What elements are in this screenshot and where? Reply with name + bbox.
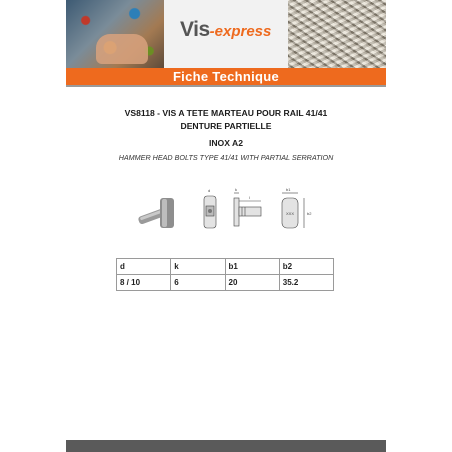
fiche-technique-page <box>66 0 386 452</box>
tools-photo <box>66 0 164 68</box>
table-cell: 6 <box>171 275 225 291</box>
header-divider <box>66 85 386 87</box>
dim-b2-label: b2 <box>307 211 312 216</box>
bolt-render <box>138 198 174 228</box>
screws-photo <box>288 0 386 68</box>
table-row <box>117 275 334 291</box>
table-cell: 35.2 <box>279 275 333 291</box>
product-titles <box>66 107 386 164</box>
table-cell: 8 / 10 <box>117 275 171 291</box>
vis-express-logo <box>180 18 271 42</box>
dim-k-label: k <box>235 187 237 192</box>
product-english-title: HAMMER HEAD BOLTS TYPE 41/41 WITH PARTIAL SERRATION <box>118 153 334 162</box>
logo-main: Vis <box>180 18 210 41</box>
bolt-side-view <box>234 193 261 226</box>
logo-suffix: -express <box>209 23 272 40</box>
dimensions-table <box>116 258 334 291</box>
table-header-cell: d <box>117 259 171 275</box>
dim-d-label: d <box>208 188 211 193</box>
bolt-top-view <box>204 196 216 228</box>
product-material: INOX A2 <box>208 138 244 148</box>
table-header-row <box>117 259 334 275</box>
footer-bar <box>66 440 386 452</box>
header-banner <box>66 0 386 68</box>
table-cell: 20 <box>225 275 279 291</box>
product-subtitle: DENTURE PARTIELLE <box>180 121 272 131</box>
product-title: VS8118 - VIS A TETE MARTEAU POUR RAIL 41/41 <box>124 108 328 118</box>
table-header-cell: b2 <box>279 259 333 275</box>
bolt-technical-drawing <box>136 184 336 238</box>
dim-b1-label: b1 <box>286 187 291 192</box>
fiche-technique-bar: Fiche Technique <box>66 68 386 85</box>
dim-l-label: l <box>249 195 250 200</box>
table-header-cell: k <box>171 259 225 275</box>
hands-illustration <box>96 34 148 64</box>
dim-xxx-label: XXX <box>286 211 295 216</box>
table-header-cell: b1 <box>225 259 279 275</box>
